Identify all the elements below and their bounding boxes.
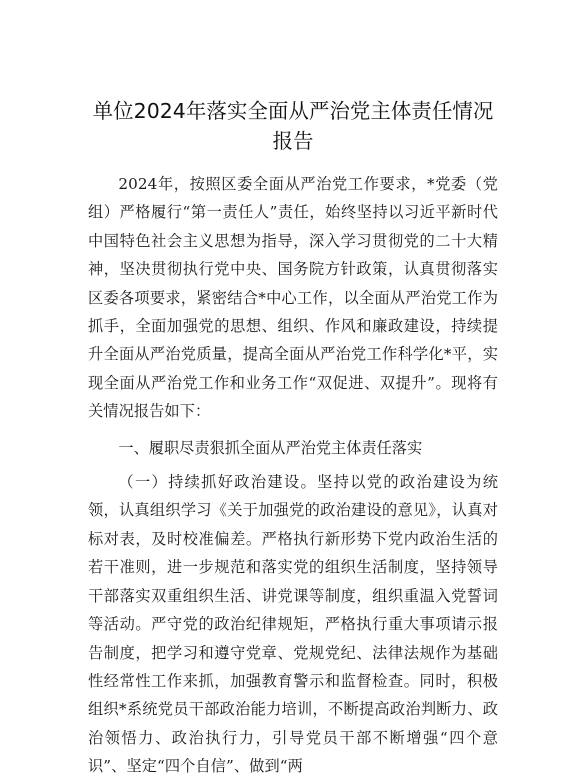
intro-paragraph: 2024年，按照区委全面从严治党工作要求，*党委（党组）严格履行“第一责任人”责任，始终坚持以习近平新时代中国特色社会主义思想为指导，深入学习贯彻党的二十大精神，坚决贯彻执行党中央、国务院方针政策，认真贯彻落实区委各项要求，紧密结合*中心工作，以全面从严治党工作为抓手，全面加强党的思想、组织、作风和廉政建设，持续提升全面从严治党质量，提高全面从严治党工作科学化*平，实现全面从严治党工作和业务工作“双促进、双提升”。现将有关情况报告如下： <box>88 175 498 421</box>
sub-paragraph: （一）持续抓好政治建设。坚持以党的政治建设为统领，认真组织学习《关于加强党的政治建设的意见》，认真对标对表，及时校准偏差。严格执行新形势下党内政治生活的若干准则，进一步规范和落实党的组织生活制度，坚持领导干部落实双重组织生活、讲党课等制度，组织重温入党誓词等活动。严守党的政治纪律规矩，严格执行重大事项请示报告制度，把学习和遵守党章、党规党纪、法律法规作为基础性经常性工作来抓，加强教育警示和监督检查。同时，积极组织*系统党员干部政治能力培训，不断提高政治判断力、政治领悟力、政治执行力，引导党员干部不断增强“四个意识”、坚定“四个自信”、做到“两 <box>88 473 498 776</box>
section-heading: 一、履职尽责狠抓全面从严治党主体责任落实 <box>118 438 423 457</box>
document-title: 单位2024年落实全面从严治党主体责任情况报告 <box>92 99 494 153</box>
